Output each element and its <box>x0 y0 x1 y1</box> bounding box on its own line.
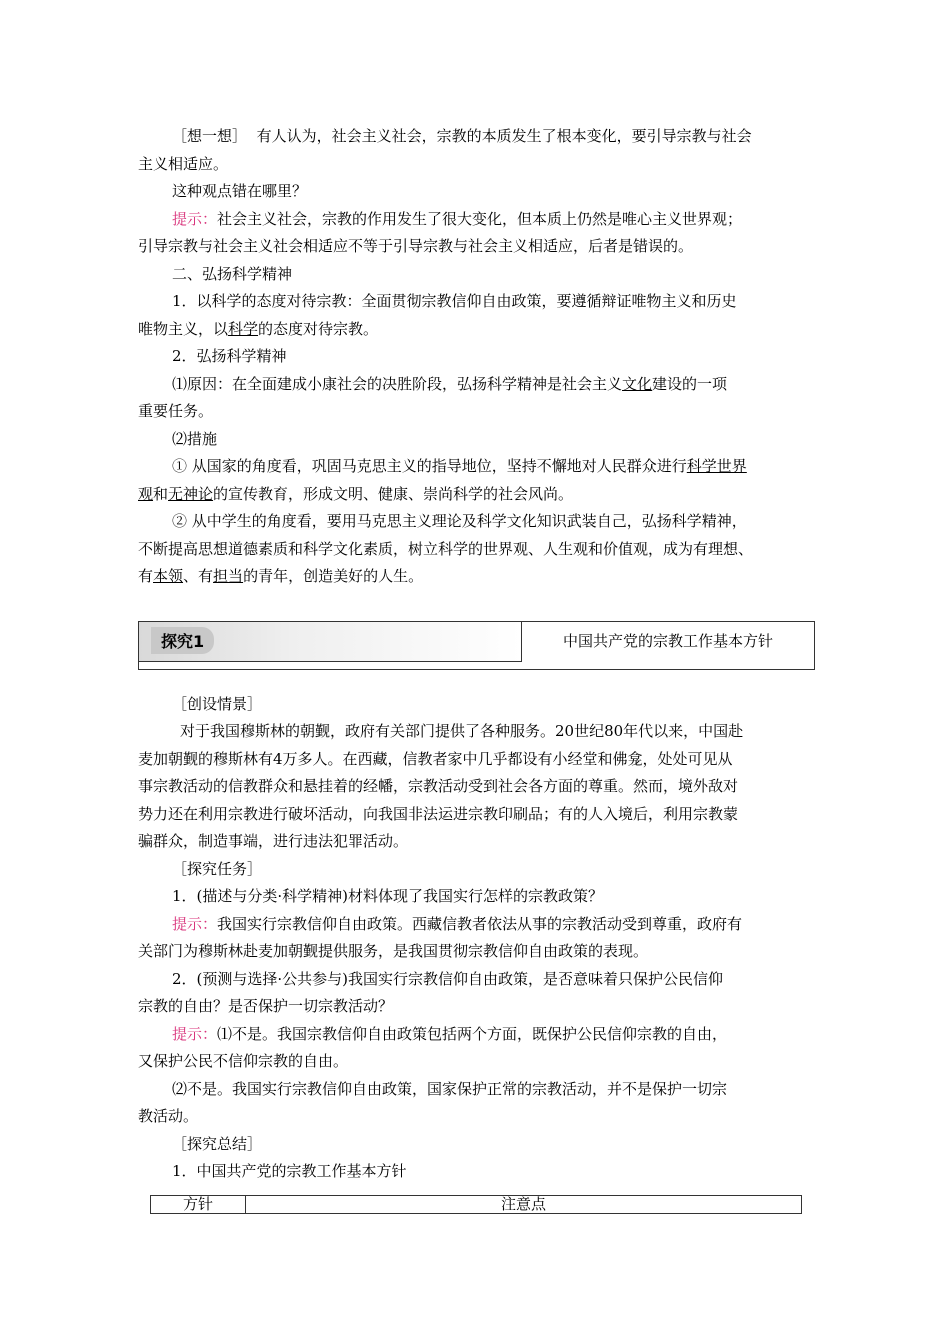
hint-line-1: 提示：社会主义社会，宗教的作用发生了很大变化，但本质上仍然是唯心主义世界观； <box>172 210 743 228</box>
scene-line-4: 势力还在利用宗教进行破坏活动，向我国非法运进宗教印刷品；有的人入境后，利用宗教蒙 <box>138 805 739 823</box>
task-tag: ［探究任务］ <box>172 860 263 878</box>
question-2-line-1: 2．(预测与选择·公共参与)我国实行宗教信仰自由政策，是否意味着只保护公民信仰 <box>172 970 724 988</box>
measures-heading: ⑵措施 <box>172 430 218 448</box>
summary-item-1: 1．中国共产党的宗教工作基本方针 <box>172 1162 407 1180</box>
hint-label: 提示： <box>172 915 218 933</box>
answer-1-line-1: 提示：我国实行宗教信仰自由政策。西藏信教者依法从事的宗教活动受到尊重，政府有 <box>172 915 743 933</box>
item-1-line-2: 唯物主义，以科学的态度对待宗教。 <box>138 320 379 338</box>
scene-line-2: 麦加朝觐的穆斯林有4万多人。在西藏，信教者家中几乎都设有小经堂和佛龛，处处可见从 <box>138 750 733 768</box>
think-line-2: 主义相适应。 <box>138 155 229 173</box>
think-line-1 <box>172 127 818 145</box>
answer-3-line-1: ⑵不是。我国实行宗教信仰自由政策，国家保护正常的宗教活动，并不是保护一切宗 <box>172 1080 728 1098</box>
explore-badge: 探究1 <box>151 627 214 654</box>
table-header-row <box>151 1196 802 1214</box>
hint-label: 提示： <box>172 210 218 228</box>
measure-2-line-3: 有本领、有担当的青年，创造美好的人生。 <box>138 567 424 585</box>
table-header-notes: 注意点 <box>246 1196 802 1214</box>
table-header-policy: 方针 <box>151 1196 246 1214</box>
scene-line-1: 对于我国穆斯林的朝觐，政府有关部门提供了各种服务。20世纪80年代以来，中国赴 <box>180 722 744 740</box>
think-tag: ［想一想］ <box>172 127 248 145</box>
policy-table <box>150 1195 802 1214</box>
explore-badge-area <box>139 622 522 662</box>
summary-tag: ［探究总结］ <box>172 1135 263 1153</box>
explore-header-box <box>138 621 815 670</box>
answer-2-line-1: 提示：⑴不是。我国宗教信仰自由政策包括两个方面，既保护公民信仰宗教的自由， <box>172 1025 728 1043</box>
think-text: 有人认为，社会主义社会，宗教的本质发生了根本变化，要引导宗教与社会 <box>256 127 752 145</box>
measure-2-line-1: ② 从中学生的角度看，要用马克思主义理论及科学文化知识武装自己，弘扬科学精神， <box>172 512 747 530</box>
measure-1-line-2: 观和无神论的宣传教育，形成文明、健康、崇尚科学的社会风尚。 <box>138 485 574 503</box>
item-2: 2．弘扬科学精神 <box>172 347 287 365</box>
answer-3-line-2: 教活动。 <box>138 1107 199 1125</box>
scene-tag: ［创设情景］ <box>172 695 263 713</box>
question-1: 1．(描述与分类·科学精神)材料体现了我国实行怎样的宗教政策？ <box>172 887 604 905</box>
measure-2-line-2: 不断提高思想道德素质和科学文化素质，树立科学的世界观、人生观和价值观，成为有理想、 <box>138 540 754 558</box>
explore-divider <box>139 661 521 668</box>
hint-label: 提示： <box>172 1025 218 1043</box>
think-question: 这种观点错在哪里？ <box>172 182 308 200</box>
hint-line-2: 引导宗教与社会主义社会相适应不等于引导宗教与社会主义相适应，后者是错误的。 <box>138 237 694 255</box>
scene-line-5: 骗群众，制造事端，进行违法犯罪活动。 <box>138 832 409 850</box>
reason-line-1: ⑴原因：在全面建成小康社会的决胜阶段，弘扬科学精神是社会主义文化建设的一项 <box>172 375 728 393</box>
item-1-line-1: 1．以科学的态度对待宗教：全面贯彻宗教信仰自由政策，要遵循辩证唯物主义和历史 <box>172 292 737 310</box>
answer-2-line-2: 又保护公民不信仰宗教的自由。 <box>138 1052 349 1070</box>
measure-1-line-1: ① 从国家的角度看，巩固马克思主义的指导地位，坚持不懈地对人民群众进行科学世界 <box>172 457 747 475</box>
question-2-line-2: 宗教的自由？是否保护一切宗教活动？ <box>138 997 394 1015</box>
section-heading: 二、弘扬科学精神 <box>172 265 293 283</box>
reason-line-2: 重要任务。 <box>138 402 214 420</box>
scene-line-3: 事宗教活动的信教群众和悬挂着的经幡，宗教活动受到社会各方面的尊重。然而，境外敌对 <box>138 777 739 795</box>
explore-title: 中国共产党的宗教工作基本方针 <box>562 632 773 650</box>
answer-1-line-2: 关部门为穆斯林赴麦加朝觐提供服务，是我国贯彻宗教信仰自由政策的表现。 <box>138 942 649 960</box>
